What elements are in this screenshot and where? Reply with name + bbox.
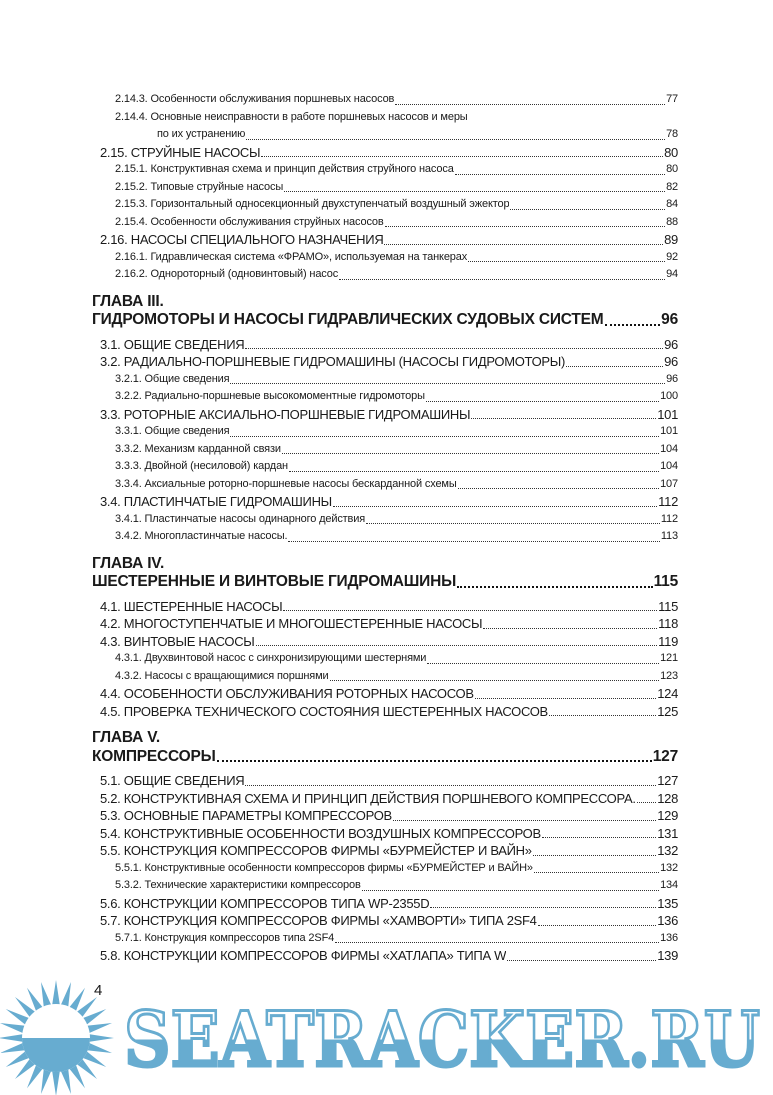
toc-entry[interactable]: [92, 109, 678, 127]
entry-page: 131: [657, 825, 678, 841]
toc-entry[interactable]: [92, 458, 678, 476]
toc-entry[interactable]: [92, 214, 678, 232]
dot-leader: [393, 820, 656, 821]
chapter-heading: [92, 729, 678, 766]
entry-title: 5.7. КОНСТРУКЦИЯ КОМПРЕССОРОВ ФИРМЫ «ХАМВОРТИ» ТИПА 2SF4: [100, 913, 537, 928]
entry-page: 80: [666, 163, 678, 175]
toc-entry[interactable]: [92, 528, 678, 546]
dot-leader: [245, 348, 663, 349]
entry-title: 5.3.2. Технические характеристики компрессоров: [115, 879, 361, 891]
dot-leader: [261, 156, 663, 157]
entry-title: 3.2. РАДИАЛЬНО-ПОРШНЕВЫЕ ГИДРОМАШИНЫ (НАСОСЫ ГИДРОМОТОРЫ): [100, 354, 566, 369]
table-of-contents: [92, 91, 678, 965]
entry-title: 4.3.1. Двухвинтовой насос с синхронизирующими шестернями: [115, 652, 427, 664]
dot-leader: [385, 226, 665, 227]
toc-entry[interactable]: [92, 144, 678, 162]
watermark-text: SEATRACKER.RU: [124, 995, 760, 1084]
entry-title: 2.15.3. Горизонтальный односекционный двухступенчатый воздушный эжектор: [115, 198, 510, 210]
toc-entry[interactable]: [92, 860, 678, 878]
dot-leader: [427, 663, 659, 664]
dot-leader: [284, 191, 665, 192]
entry-title: 5.2. КОНСТРУКТИВНАЯ СХЕМА И ПРИНЦИП ДЕЙСТВИЯ ПОРШНЕВОГО КОМПРЕССОРА.: [100, 790, 636, 806]
toc-entry[interactable]: [92, 877, 678, 895]
entry-title: 3.1. ОБЩИЕ СВЕДЕНИЯ: [100, 336, 245, 352]
dot-leader: [538, 925, 657, 926]
chapter-title-row[interactable]: [92, 311, 678, 330]
dot-leader: [246, 139, 665, 140]
entry-title: 3.4. ПЛАСТИНЧАТЫЕ ГИДРОМАШИНЫ: [100, 494, 332, 509]
entry-title: по их устранению: [157, 128, 246, 140]
dot-leader: [384, 244, 663, 245]
entry-page: 78: [666, 128, 678, 140]
dot-leader: [542, 837, 656, 838]
toc-entry[interactable]: [92, 126, 678, 144]
dot-leader: [458, 488, 660, 489]
chapter-page: 127: [652, 747, 678, 765]
dot-leader: [457, 586, 653, 588]
entry-page: 136: [660, 931, 678, 944]
entry-title: 5.5.1. Конструктивные особенности компрессоров фирмы «БУРМЕЙСТЕР и ВАЙН»: [115, 861, 533, 874]
toc-entry[interactable]: [92, 947, 678, 965]
toc-entry[interactable]: [92, 895, 678, 913]
entry-page: 124: [657, 686, 678, 701]
entry-page: 82: [666, 180, 678, 193]
chapter-heading: [92, 555, 678, 592]
dot-leader: [430, 907, 656, 908]
toc-entry[interactable]: [92, 650, 678, 668]
entry-title: 5.8. КОНСТРУКЦИИ КОМПРЕССОРОВ ФИРМЫ «ХАТЛАПА» ТИПА W: [100, 948, 507, 963]
entry-title: 2.16.1. Гидравлическая система «ФРАМО», используемая на танкерах: [115, 250, 468, 263]
entry-page: 77: [666, 93, 678, 105]
entry-title: 5.6. КОНСТРУКЦИИ КОМПРЕССОРОВ ТИПА WP-2355D: [100, 895, 430, 911]
chapter-page: 96: [661, 311, 678, 328]
entry-page: 128: [657, 790, 678, 806]
entry-title: 5.4. КОНСТРУКТИВНЫЕ ОСОБЕННОСТИ ВОЗДУШНЫХ КОМПРЕССОРОВ: [100, 825, 541, 841]
toc-entry[interactable]: [92, 179, 678, 197]
entry-page: 104: [660, 460, 678, 472]
toc-entry[interactable]: [92, 423, 678, 441]
entry-title: 2.15.1. Конструктивная схема и принцип действия струйного насоса: [115, 163, 454, 175]
entry-page: 94: [666, 268, 678, 280]
toc-entry[interactable]: [92, 249, 678, 267]
entry-page: 129: [657, 808, 678, 823]
dot-leader: [333, 506, 657, 507]
entry-page: 88: [666, 215, 678, 228]
entry-title: 2.14.4. Основные неисправности в работе поршневых насосов и меры: [115, 110, 468, 123]
chapter-title: ШЕСТЕРЕННЫЕ И ВИНТОВЫЕ ГИДРОМАШИНЫ: [92, 573, 457, 590]
dot-leader: [339, 279, 665, 280]
dot-leader: [335, 942, 659, 943]
entry-title: 3.2.2. Радиально-поршневые высокомоментные гидромоторы: [115, 390, 425, 402]
entry-title: 4.3. ВИНТОВЫЕ НАСОСЫ: [100, 633, 255, 649]
dot-leader: [217, 760, 652, 762]
toc-entry[interactable]: [92, 912, 678, 930]
dot-leader: [362, 890, 659, 891]
toc-entry[interactable]: [92, 493, 678, 511]
entry-page: 96: [664, 336, 678, 352]
dot-leader: [483, 628, 657, 629]
toc-entry[interactable]: [92, 231, 678, 249]
entry-page: 112: [658, 494, 678, 509]
entry-title: 4.5. ПРОВЕРКА ТЕХНИЧЕСКОГО СОСТОЯНИЯ ШЕСТЕРЕННЫХ НАСОСОВ: [100, 703, 548, 719]
toc-entry[interactable]: [92, 406, 678, 424]
entry-title: 2.16. НАСОСЫ СПЕЦИАЛЬНОГО НАЗНАЧЕНИЯ: [100, 232, 384, 247]
chapter-title: КОМПРЕССОРЫ: [92, 747, 216, 765]
entry-page: 136: [657, 913, 678, 928]
dot-leader: [468, 261, 665, 262]
entry-title: 3.3.2. Механизм карданной связи: [115, 442, 281, 455]
seatracker-watermark-logo: [0, 980, 773, 1095]
toc-entry[interactable]: [92, 807, 678, 825]
dot-leader: [533, 855, 657, 856]
dot-leader: [534, 872, 659, 873]
dot-leader: [637, 802, 657, 803]
entry-page: 100: [660, 390, 678, 402]
toc-entry[interactable]: [92, 825, 678, 843]
toc-entry[interactable]: [92, 161, 678, 179]
entry-page: 101: [660, 425, 678, 437]
dot-leader: [245, 785, 656, 786]
chapter-number: ГЛАВА III.: [92, 292, 164, 310]
page-number: 4: [94, 982, 103, 999]
dot-leader: [230, 383, 665, 384]
dot-leader: [330, 680, 660, 681]
entry-page: 139: [657, 948, 678, 963]
entry-title: 2.15.4. Особенности обслуживания струйных насосов: [115, 215, 384, 228]
toc-entry[interactable]: [92, 685, 678, 703]
toc-entry[interactable]: [92, 842, 678, 860]
toc-entry[interactable]: [92, 196, 678, 214]
toc-entry[interactable]: [92, 930, 678, 948]
chapter-page: 115: [653, 573, 678, 590]
dot-leader: [366, 523, 660, 524]
entry-page: 96: [666, 372, 678, 385]
entry-page: 118: [658, 616, 678, 631]
dot-leader: [471, 418, 656, 419]
entry-page: 134: [660, 879, 678, 891]
entry-page: 107: [660, 477, 678, 490]
toc-entry[interactable]: [92, 266, 678, 284]
entry-title: 3.3. РОТОРНЫЕ АКСИАЛЬНО-ПОРШНЕВЫЕ ГИДРОМАШИНЫ: [100, 406, 471, 422]
entry-page: 132: [657, 843, 678, 858]
toc-entry[interactable]: [92, 703, 678, 721]
entry-page: 104: [660, 442, 678, 455]
dot-leader: [507, 960, 656, 961]
entry-title: 4.1. ШЕСТЕРЕННЫЕ НАСОСЫ: [100, 598, 283, 614]
entry-title: 5.1. ОБЩИЕ СВЕДЕНИЯ: [100, 773, 245, 788]
dot-leader: [605, 324, 661, 326]
toc-entry[interactable]: [92, 633, 678, 651]
entry-page: 125: [657, 703, 678, 719]
entry-page: 121: [660, 652, 678, 664]
chapter-title-row[interactable]: [92, 573, 678, 592]
entry-page: 84: [666, 198, 678, 210]
chapter-number: ГЛАВА V.: [92, 729, 161, 746]
toc-entry[interactable]: [92, 91, 678, 109]
dot-leader: [395, 104, 665, 105]
dot-leader: [256, 645, 658, 646]
entry-title: 4.4. ОСОБЕННОСТИ ОБСЛУЖИВАНИЯ РОТОРНЫХ НАСОСОВ: [100, 686, 474, 701]
entry-page: 135: [657, 895, 678, 911]
dot-leader: [282, 453, 659, 454]
toc-entry[interactable]: [92, 476, 678, 494]
entry-title: 2.16.2. Однороторный (одновинтовый) насос: [115, 268, 339, 280]
toc-entry[interactable]: [92, 441, 678, 459]
chapter-number: ГЛАВА IV.: [92, 554, 165, 572]
entry-title: 5.7.1. Конструкция компрессоров типа 2SF4: [115, 931, 335, 944]
dot-leader: [288, 541, 660, 542]
toc-entry[interactable]: [92, 598, 678, 616]
toc-entry[interactable]: [92, 668, 678, 686]
dot-leader: [549, 715, 656, 716]
entry-title: 4.2. МНОГОСТУПЕНЧАТЫЕ И МНОГОШЕСТЕРЕННЫЕ НАСОСЫ: [100, 616, 483, 631]
entry-page: 112: [660, 512, 678, 525]
toc-entry[interactable]: [92, 790, 678, 808]
entry-page: 89: [664, 232, 678, 247]
sun-icon: [0, 980, 114, 1095]
entry-title: 3.3.4. Аксиальные роторно-поршневые насосы бескарданной схемы: [115, 477, 457, 490]
entry-title: 2.15.2. Типовые струйные насосы: [115, 180, 284, 193]
chapter-title: ГИДРОМОТОРЫ И НАСОСЫ ГИДРАВЛИЧЕСКИХ СУДОВЫХ СИСТЕМ: [92, 311, 604, 328]
dot-leader: [289, 471, 659, 472]
entry-title: 3.2.1. Общие сведения: [115, 372, 230, 385]
dot-leader: [455, 174, 665, 175]
dot-leader: [283, 610, 657, 611]
toc-entry[interactable]: [92, 336, 678, 354]
toc-entry[interactable]: [92, 772, 678, 790]
entry-title: 3.3.3. Двойной (несиловой) кардан: [115, 460, 288, 472]
entry-title: 4.3.2. Насосы с вращающимися поршнями: [115, 669, 329, 682]
toc-entry[interactable]: [92, 353, 678, 371]
entry-title: 5.5. КОНСТРУКЦИЯ КОМПРЕССОРОВ ФИРМЫ «БУРМЕЙСТЕР И ВАЙН»: [100, 843, 532, 858]
dot-leader: [475, 698, 657, 699]
entry-title: 3.4.2. Многопластинчатые насосы.: [115, 530, 288, 542]
entry-page: 92: [666, 250, 678, 263]
dot-leader: [230, 436, 659, 437]
chapter-title-row[interactable]: [92, 748, 678, 767]
entry-title: 5.3. ОСНОВНЫЕ ПАРАМЕТРЫ КОМПРЕССОРОВ: [100, 808, 392, 823]
dot-leader: [566, 366, 663, 367]
toc-entry[interactable]: [92, 371, 678, 389]
entry-page: 115: [658, 598, 678, 614]
toc-entry[interactable]: [92, 388, 678, 406]
entry-page: 123: [660, 669, 678, 682]
entry-title: 2.14.3. Особенности обслуживания поршневых насосов: [115, 93, 395, 105]
entry-title: 3.3.1. Общие сведения: [115, 425, 230, 437]
toc-entry[interactable]: [92, 615, 678, 633]
toc-entry[interactable]: [92, 511, 678, 529]
entry-page: 80: [664, 144, 678, 160]
entry-page: 127: [657, 773, 678, 788]
entry-title: 2.15. СТРУЙНЫЕ НАСОСЫ: [100, 144, 261, 160]
entry-title: 3.4.1. Пластинчатые насосы одинарного действия: [115, 512, 366, 525]
entry-page: 96: [664, 354, 678, 369]
entry-page: 119: [658, 633, 678, 649]
dot-leader: [510, 209, 665, 210]
entry-page: 101: [657, 406, 678, 422]
entry-page: 132: [660, 861, 678, 874]
dot-leader: [426, 401, 659, 402]
entry-page: 113: [660, 530, 678, 542]
chapter-heading: [92, 293, 678, 330]
